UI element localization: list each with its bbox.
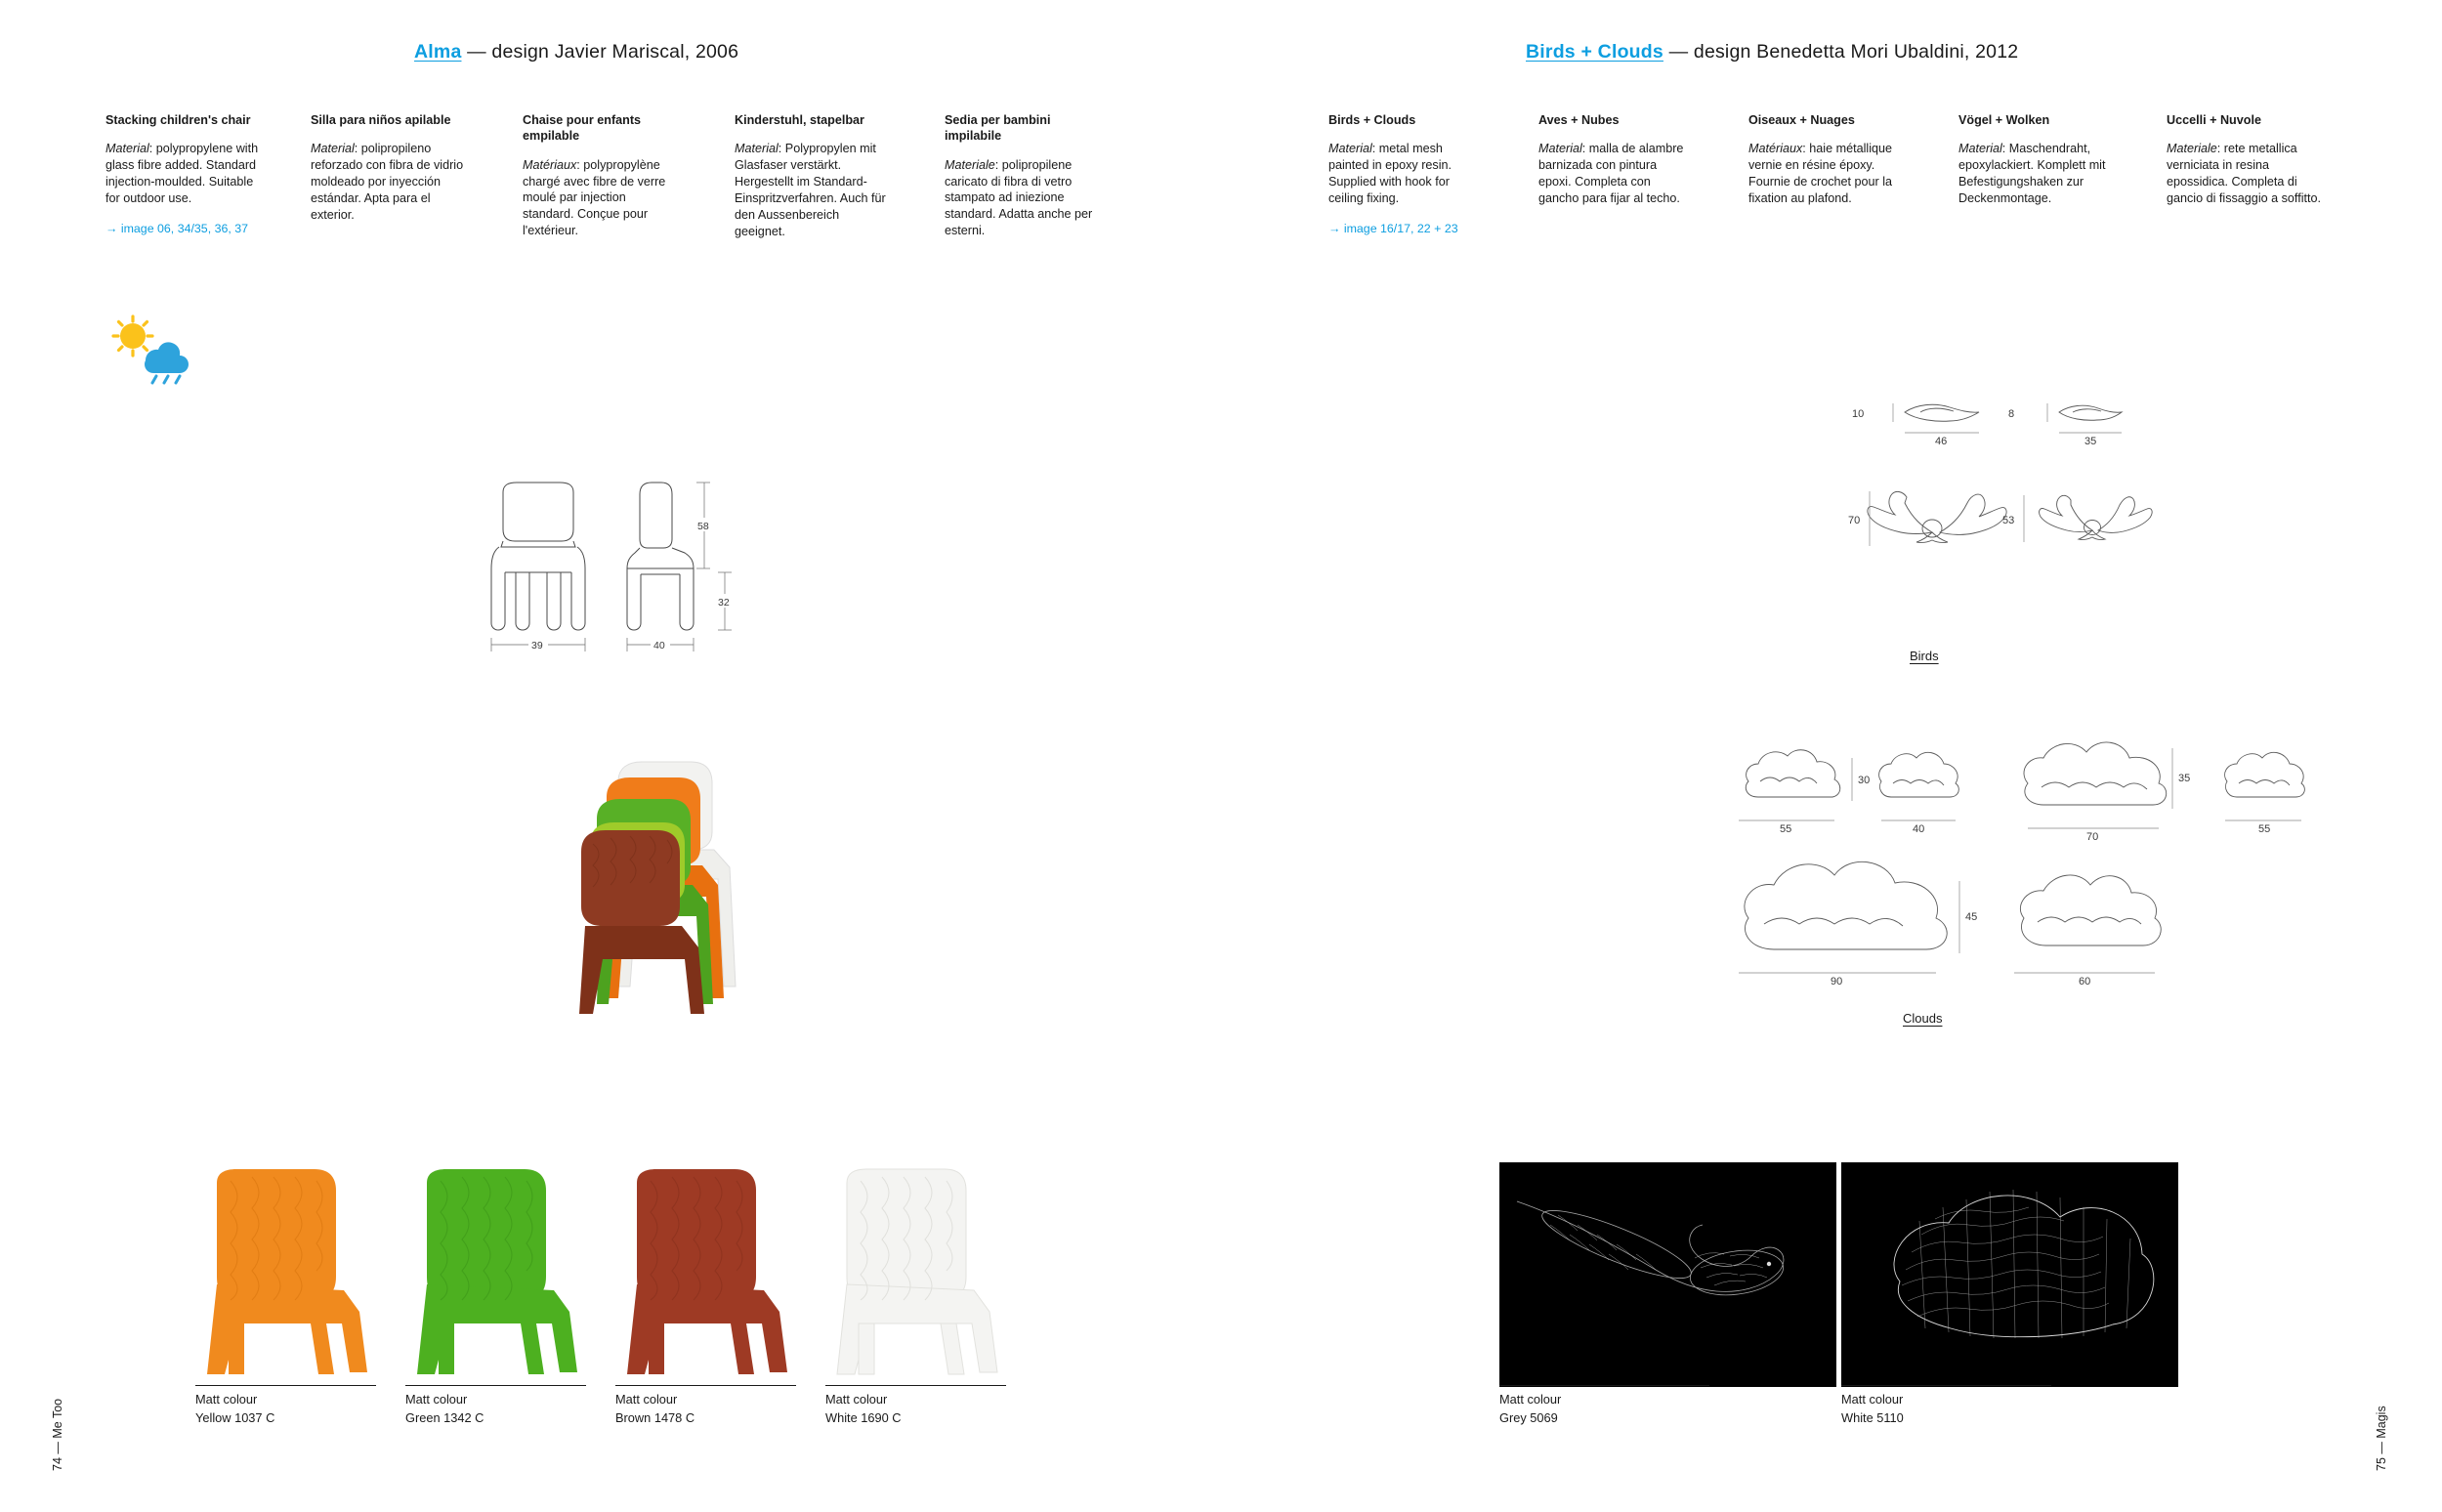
lang-col-fr (1748, 112, 1903, 207)
material-text: : polipropileno reforzado con fibra de vidrio moldeado por inyección estándar. Apta para el exterior. (311, 142, 464, 222)
material-text: : metal mesh painted in epoxy resin. Supplied with hook for ceiling fixing. (1328, 142, 1453, 205)
lang-body (105, 141, 260, 207)
colour-title: Matt colour (615, 1392, 678, 1407)
material-label: Material (735, 142, 779, 156)
colour-title: Matt colour (825, 1392, 888, 1407)
material-label: Material (311, 142, 355, 156)
material-text: : rete metallica verniciata in resina epossidica. Completa di gancio di fissaggio a soffitto. (2167, 142, 2321, 205)
stacked-chairs-photo (513, 742, 786, 1026)
dim-bird-big-h: 70 (1848, 515, 1861, 526)
birds-caption: Birds (1910, 649, 1939, 663)
colour-label-white (825, 1391, 902, 1427)
lang-title: Stacking children's chair (105, 113, 251, 127)
lang-col-it (2167, 112, 2321, 207)
lang-title: Birds + Clouds (1328, 113, 1416, 127)
lang-title: Sedia per bambini impilabile (945, 113, 1051, 144)
product-designer: — design Javier Mariscal, 2006 (467, 41, 739, 63)
photo-rule (405, 1385, 586, 1386)
folio-right: 75 — Magis (2375, 1406, 2388, 1471)
right-product-heading (1526, 41, 2018, 63)
material-text: : polypropylène chargé avec fibre de verre moulé par injection standard. Conçue pour l'extérieur. (523, 157, 666, 238)
lang-title: Oiseaux + Nuages (1748, 113, 1855, 127)
dim-bird-small-h: 10 (1852, 408, 1865, 420)
material-text: : malla de alambre barnizada con pintura epoxi. Completa con gancho para fijar al techo. (1538, 142, 1684, 205)
lang-col-de (1958, 112, 2113, 207)
dim-cloud5-w: 90 (1831, 976, 1843, 987)
colour-value: Grey 5069 (1499, 1409, 1558, 1425)
dim-height-seat: 32 (718, 597, 730, 609)
lang-col-en (105, 112, 260, 236)
lang-col-fr (523, 112, 677, 239)
product-designer: — design Benedetta Mori Ubaldini, 2012 (1668, 41, 2019, 63)
lang-col-en (1328, 112, 1483, 236)
folio-left: 74 — Me Too (51, 1398, 64, 1471)
colour-label-white (1841, 1391, 1904, 1427)
dim-cloud3-w: 70 (2086, 831, 2099, 843)
right-page (1221, 0, 2442, 1512)
photo-rule (1499, 1385, 1709, 1386)
colour-title: Matt colour (405, 1392, 468, 1407)
colour-label-brown (615, 1391, 695, 1427)
lang-body (2167, 141, 2321, 207)
lang-title: Uccelli + Nuvole (2167, 113, 2261, 127)
dim-bird-xsmall-h: 8 (2008, 408, 2015, 420)
colour-title: Matt colour (1841, 1392, 1904, 1407)
dim-bird-med-h: 53 (2002, 515, 2015, 526)
lang-col-es (311, 112, 465, 224)
dim-cloud2-w: 40 (1913, 823, 1925, 835)
lang-body (735, 141, 889, 239)
dim-cloud1-w: 55 (1780, 823, 1792, 835)
material-label: Materiale (945, 157, 995, 172)
lang-title: Aves + Nubes (1538, 113, 1620, 127)
lang-title: Vögel + Wolken (1958, 113, 2050, 127)
colour-label-green (405, 1391, 484, 1427)
product-name: Alma (414, 41, 462, 63)
alma-technical-drawing (484, 479, 777, 674)
material-text: : haie métallique vernie en résine époxy. Fournie de crochet pour la fixation au plafond. (1748, 142, 1893, 205)
chair-photo-brown (615, 1167, 796, 1387)
dim-bird-big-w: 35 (2084, 436, 2097, 447)
lang-title: Chaise pour enfants empilable (523, 113, 642, 144)
photo-bird-grey (1499, 1162, 1836, 1387)
colour-label-grey (1499, 1391, 1561, 1427)
dim-cloud6-w: 60 (2079, 976, 2091, 987)
photo-cloud-white (1841, 1162, 2178, 1387)
material-label: Material (105, 142, 149, 156)
material-text: : polipropilene caricato di fibra di vetro stampato ad iniezione standard. Adatta anche per esterni. (945, 157, 1093, 238)
lang-title: Kinderstuhl, stapelbar (735, 113, 864, 127)
sun-cloud-rain-icon (102, 315, 209, 383)
dim-cloud4-w: 55 (2258, 823, 2271, 835)
clouds-technical-drawing (1709, 723, 2374, 1055)
lang-body (523, 157, 677, 239)
dim-cloud3-h: 35 (2178, 773, 2191, 784)
photo-rule (195, 1385, 376, 1386)
lang-body (1538, 141, 1693, 207)
lang-col-es (1538, 112, 1693, 207)
material-text: : polypropylene with glass fibre added. Standard injection-moulded. Suitable for outdoor use. (105, 142, 259, 205)
lang-body (1958, 141, 2113, 207)
colour-value: Green 1342 C (405, 1409, 484, 1425)
lang-body (945, 157, 1099, 239)
photo-rule (825, 1385, 1006, 1386)
dim-bird-small-w: 46 (1935, 436, 1948, 447)
birds-technical-drawing (1661, 386, 2286, 679)
dim-cloud5-h: 45 (1965, 911, 1978, 923)
colour-value: White 5110 (1841, 1409, 1904, 1425)
chair-photo-yellow (195, 1167, 376, 1387)
colour-value: Yellow 1037 C (195, 1409, 275, 1425)
chair-photo-green (405, 1167, 586, 1387)
dim-width-side: 40 (653, 640, 665, 651)
image-reference[interactable]: → image 06, 34/35, 36, 37 (105, 221, 249, 235)
lang-col-it (945, 112, 1099, 239)
dim-width-front: 39 (531, 640, 543, 651)
dim-height-back: 58 (697, 521, 709, 532)
lang-body (1328, 141, 1483, 207)
lang-body (311, 141, 465, 223)
left-product-heading (414, 41, 738, 63)
dim-cloud1-h: 30 (1858, 775, 1871, 786)
material-text: : Polypropylen mit Glasfaser verstärkt. Hergestellt im Standard-Einspritzverfahren. Auch für den Aussenbereich geeignet. (735, 142, 886, 238)
photo-rule (615, 1385, 796, 1386)
lang-title: Silla para niños apilable (311, 113, 451, 127)
photo-rule (1841, 1385, 2051, 1386)
material-label: Material (1958, 142, 2002, 156)
material-label: Matériaux (523, 157, 577, 172)
colour-title: Matt colour (195, 1392, 258, 1407)
image-reference[interactable]: → image 16/17, 22 + 23 (1328, 221, 1458, 235)
colour-label-yellow (195, 1391, 274, 1427)
colour-value: Brown 1478 C (615, 1409, 695, 1425)
material-label: Materiale (2167, 142, 2217, 156)
lang-body (1748, 141, 1903, 207)
material-text: : Maschendraht, epoxylackiert. Komplett mit Befestigungshaken zur Deckenmontage. (1958, 142, 2106, 205)
product-name: Birds + Clouds (1526, 41, 1663, 63)
colour-title: Matt colour (1499, 1392, 1562, 1407)
lang-col-de (735, 112, 889, 240)
clouds-caption: Clouds (1903, 1011, 1943, 1026)
colour-value: White 1690 C (825, 1409, 902, 1425)
material-label: Matériaux (1748, 142, 1803, 156)
material-label: Material (1538, 142, 1582, 156)
chair-photo-white (825, 1167, 1006, 1387)
material-label: Material (1328, 142, 1372, 156)
